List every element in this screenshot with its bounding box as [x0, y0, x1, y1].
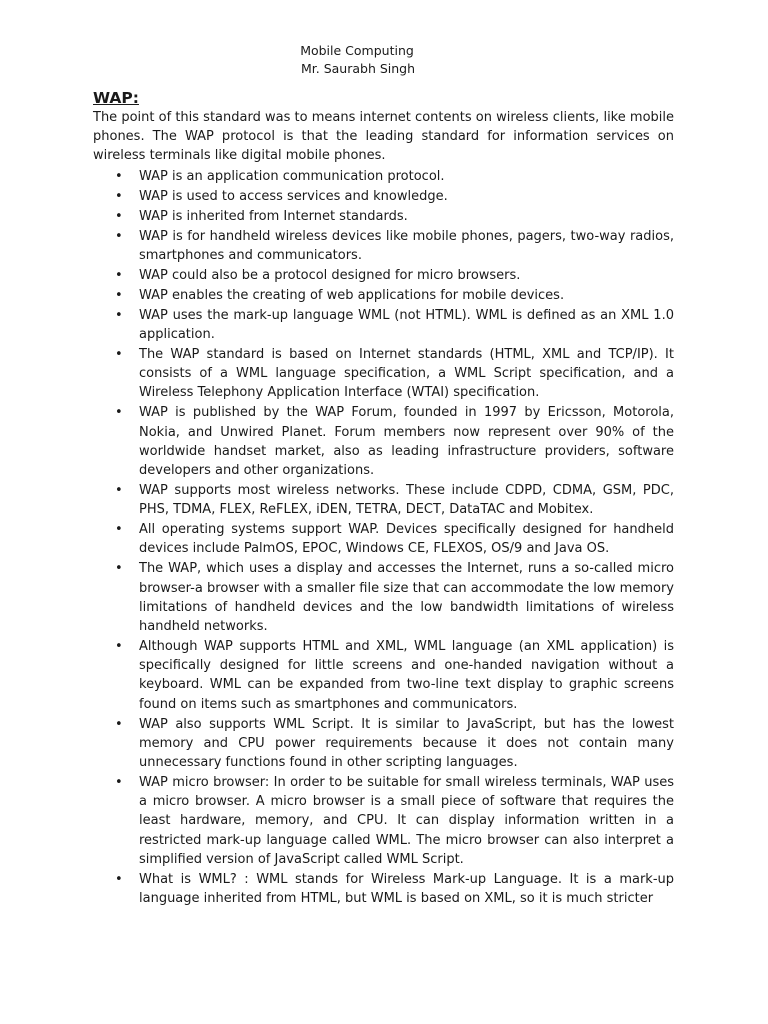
intro-paragraph: The point of this standard was to means internet contents on wireless clients, like mobile phones. The WAP protocol is that the leading standard for information services on wireless terminals like digital mobile phones. [93, 110, 674, 164]
list-item [93, 520, 674, 558]
list-item-text: All operating systems support WAP. Devices specifically designed for handheld devices include PalmOS, EPOC, Windows CE, FLEXOS, OS/9 and Java OS. [139, 522, 674, 557]
bullet-icon: • [115, 775, 123, 791]
bullet-list [93, 167, 674, 909]
list-item [93, 715, 674, 773]
bullet-icon: • [115, 483, 123, 499]
list-item [93, 481, 674, 519]
list-item-text: The WAP, which uses a display and accesses the Internet, runs a so-called micro browser-a browser with a smaller file size that can accommodate the low memory limitations of handheld devices and the low bandwidth limitations of wireless handheld networks. [139, 561, 674, 635]
bullet-icon: • [115, 287, 123, 303]
list-item [93, 207, 674, 226]
list-item-text: The WAP standard is based on Internet standards (HTML, XML and TCP/IP). It consists of a WML language specification, a WML Script specification, and a Wireless Telephony Application Interface (WTAI) specification. [139, 347, 674, 401]
course-title: Mobile Computing [300, 43, 414, 58]
list-item-text: WAP is published by the WAP Forum, founded in 1997 by Ericsson, Motorola, Nokia, and Unwired Planet. Forum members now represent over 90% of the worldwide handset market, also as leading infrastructure providers, software developers and other organizations. [139, 405, 674, 479]
list-item-text: WAP micro browser: In order to be suitable for small wireless terminals, WAP uses a micro browser. A micro browser is a small piece of software that requires the least hardware, memory, and CPU. It can display information written in a restricted mark-up language called WML. The micro browser can also interpret a simplified version of JavaScript called WML Script. [139, 775, 674, 867]
list-item [93, 167, 674, 186]
list-item-text: WAP also supports WML Script. It is similar to JavaScript, but has the lowest memory and CPU power requirements because it does not contain many unnecessary functions found in other scripting languages. [139, 716, 674, 771]
list-item [93, 345, 674, 403]
list-item-text: WAP is used to access services and knowledge. [139, 188, 448, 204]
list-item [93, 403, 674, 480]
bullet-icon: • [115, 228, 123, 244]
list-item-text: Although WAP supports HTML and XML, WML language (an XML application) is specifically designed for little screens and one-handed navigation without a keyboard. WML can be expanded from two-line text display to graphic screens found on items such as smartphones and communicators. [139, 639, 674, 712]
bullet-icon: • [115, 208, 123, 224]
bullet-icon: • [115, 168, 123, 184]
bullet-icon: • [115, 307, 123, 323]
bullet-icon: • [115, 561, 123, 577]
bullet-icon: • [115, 716, 123, 732]
section-heading: WAP: [93, 89, 139, 107]
list-item [93, 870, 674, 908]
list-item-text: WAP is an application communication protocol. [139, 168, 445, 184]
bullet-icon: • [115, 188, 123, 204]
bullet-icon: • [115, 347, 123, 363]
list-item [93, 187, 674, 206]
list-item [93, 306, 674, 344]
bullet-icon: • [115, 871, 123, 887]
bullet-icon: • [115, 405, 123, 421]
list-item [93, 637, 674, 714]
list-item-text: What is WML? : WML stands for Wireless Mark-up Language. It is a mark-up language inherited from HTML, but WML is based on XML, so it is much stricter [139, 871, 674, 907]
list-item-text: WAP uses the mark-up language WML (not HTML). WML is defined as an XML 1.0 application. [139, 307, 674, 343]
list-item-text: WAP enables the creating of web applications for mobile devices. [139, 287, 565, 303]
list-item [93, 227, 674, 265]
list-item-text: WAP is inherited from Internet standards. [139, 208, 408, 224]
list-item-text: WAP could also be a protocol designed for micro browsers. [139, 267, 521, 283]
author-name: Mr. Saurabh Singh [300, 61, 416, 76]
list-item [93, 559, 674, 636]
list-item [93, 266, 674, 285]
bullet-icon: • [115, 267, 123, 283]
bullet-icon: • [115, 639, 123, 655]
list-item [93, 773, 674, 869]
list-item-text: WAP supports most wireless networks. These include CDPD, CDMA, GSM, PDC, PHS, TDMA, FLEX, ReFLEX, iDEN, TETRA, DECT, DataTAC and Mobitex. [139, 483, 674, 518]
section-body [93, 108, 674, 909]
list-item-text: WAP is for handheld wireless devices like mobile phones, pagers, two-way radios, smartphones and communicators. [139, 228, 674, 263]
list-item [93, 286, 674, 305]
bullet-icon: • [115, 522, 123, 538]
page-header [0, 42, 714, 78]
